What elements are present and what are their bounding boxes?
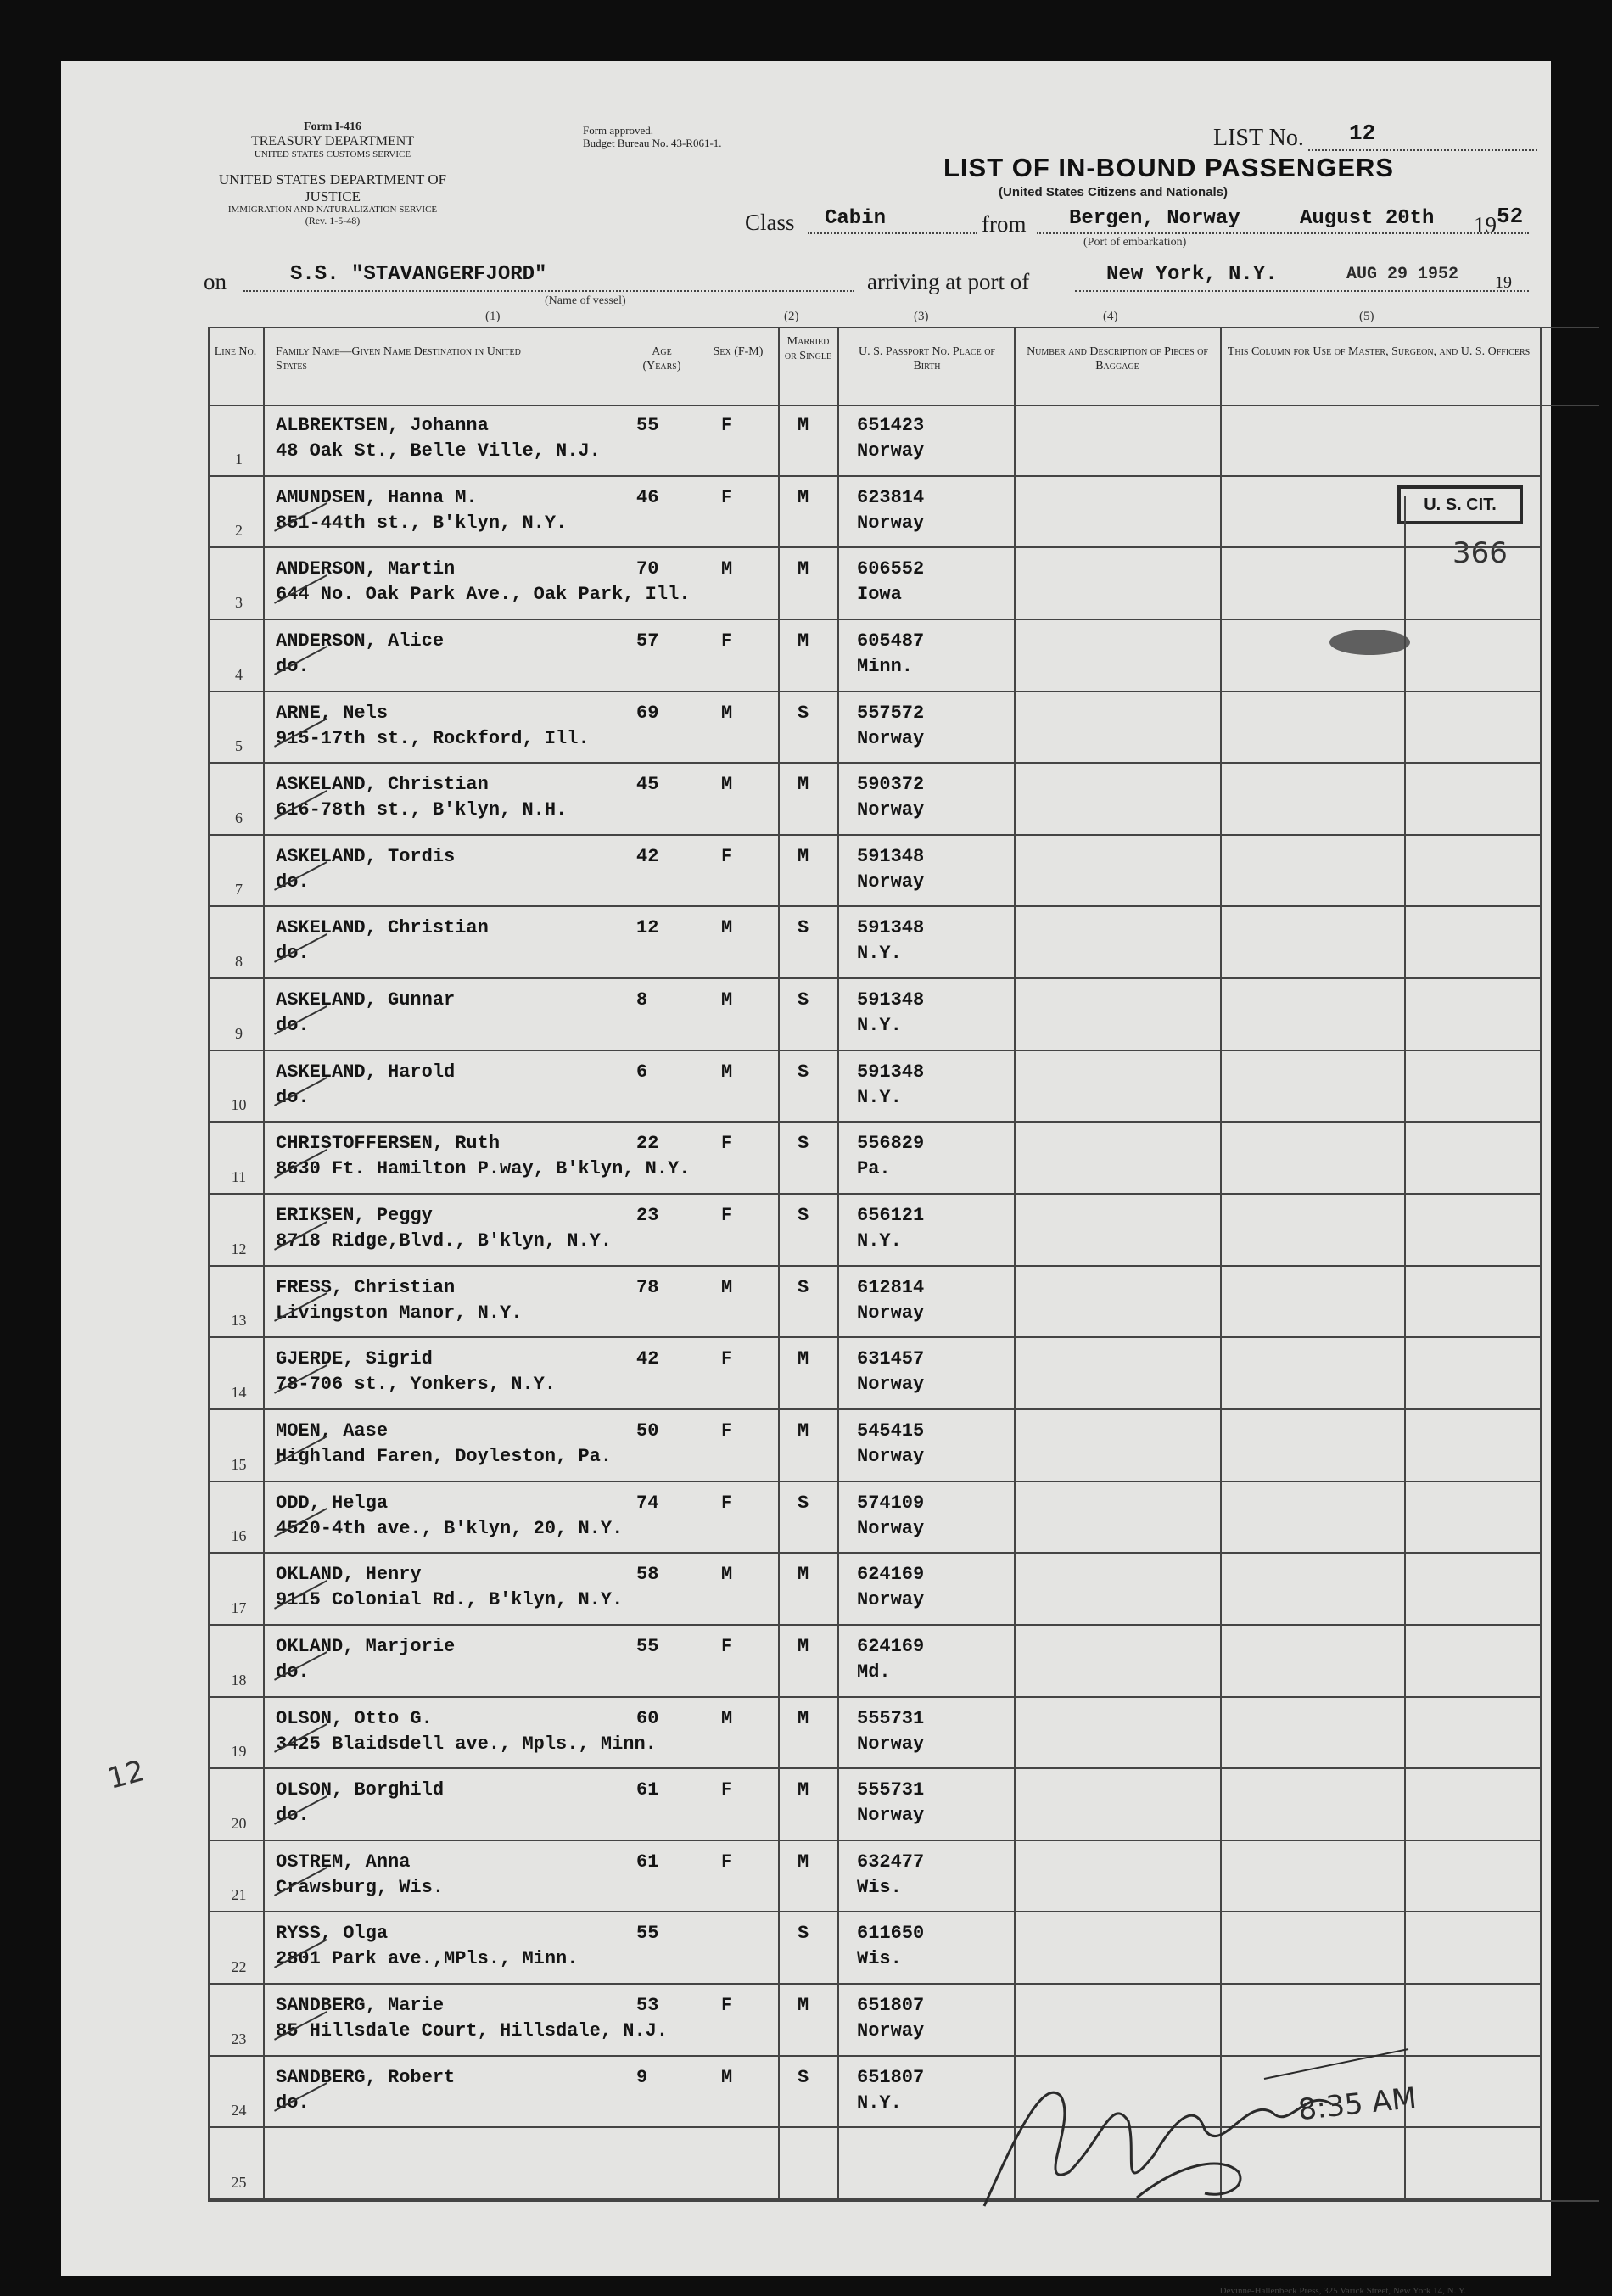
col-header-age: Age (Years) <box>642 345 681 372</box>
passenger-sex: F <box>721 1492 733 1514</box>
table-row <box>208 1195 1540 1267</box>
treasury-label: TREASURY DEPARTMENT <box>250 134 415 149</box>
passenger-destination: Livingston Manor, N.Y. <box>276 1302 523 1324</box>
passport-number: 656121 <box>857 1205 925 1227</box>
line-number: 4 <box>235 665 243 683</box>
passenger-destination: 48 Oak St., Belle Ville, N.J. <box>276 440 601 462</box>
marital-status: M <box>798 1779 809 1801</box>
passenger-age: 55 <box>636 1923 659 1945</box>
on-label: on <box>204 269 227 294</box>
place-of-birth: N.Y. <box>857 1230 902 1252</box>
passenger-sex: M <box>721 702 733 724</box>
marital-status: S <box>798 1276 809 1298</box>
place-of-birth: N.Y. <box>857 1086 902 1108</box>
passenger-destination: do. <box>276 1805 310 1827</box>
col-header-sex: Sex (F-M) <box>713 345 764 358</box>
passenger-sex: M <box>721 1061 733 1083</box>
passenger-name: FRESS, Christian <box>276 1276 456 1298</box>
passenger-name: GJERDE, Sigrid <box>276 1348 433 1370</box>
approved-label: Form approved. <box>583 124 654 137</box>
passport-number: 605487 <box>857 630 925 652</box>
line-number: 22 <box>231 1958 247 1976</box>
passenger-name: CHRISTOFFERSEN, Ruth <box>276 1133 501 1155</box>
passenger-name: ODD, Helga <box>276 1492 389 1514</box>
marital-status: M <box>798 1995 809 2017</box>
line-number: 15 <box>231 1455 247 1473</box>
passport-number: 555731 <box>857 1779 925 1801</box>
printer-credit: Devinne-Hallenbeck Press, 325 Varick Street, New York 14, N. Y. <box>1219 2286 1466 2296</box>
table-row <box>208 1338 1540 1410</box>
passenger-name: ANDERSON, Martin <box>276 558 456 580</box>
line-number: 8 <box>235 953 243 971</box>
approval-block <box>583 125 722 150</box>
table-row <box>208 1769 1540 1841</box>
passenger-age: 55 <box>636 415 659 436</box>
table-row <box>208 764 1540 836</box>
revision-label: (Rev. 1-5-48) <box>305 214 361 227</box>
passenger-sex: M <box>721 1564 733 1586</box>
table-row <box>208 1410 1540 1482</box>
marital-status: M <box>798 774 809 796</box>
list-no-value: 12 <box>1349 120 1376 146</box>
passenger-sex: M <box>721 558 733 580</box>
table-row <box>208 1482 1540 1554</box>
passenger-age: 22 <box>636 1133 659 1155</box>
place-of-birth: Norway <box>857 1733 925 1755</box>
passenger-name: ASKELAND, Gunnar <box>276 989 456 1011</box>
marital-status: M <box>798 845 809 867</box>
col-header-name: Family Name—Given Name Destination in United States <box>276 345 521 372</box>
passport-number: 606552 <box>857 558 925 580</box>
passenger-destination: 644 No. Oak Park Ave., Oak Park, Ill. <box>276 584 691 606</box>
line-number: 20 <box>231 1814 247 1832</box>
column-number: (1) <box>485 310 501 323</box>
table-row <box>208 405 1540 477</box>
passenger-age: 9 <box>636 2066 648 2088</box>
marital-status: S <box>798 2066 809 2088</box>
line-number: 6 <box>235 809 243 826</box>
place-of-birth: Md. <box>857 1660 891 1683</box>
place-of-birth: Norway <box>857 1445 925 1467</box>
place-of-birth: N.Y. <box>857 1015 902 1037</box>
passenger-name: ASKELAND, Christian <box>276 917 489 939</box>
marital-status: M <box>798 486 809 508</box>
passenger-age: 45 <box>636 774 659 796</box>
line-number: 16 <box>231 1527 247 1545</box>
marital-status: M <box>798 1707 809 1729</box>
line-number: 9 <box>235 1024 243 1042</box>
passenger-destination: 4520-4th ave., B'klyn, 20, N.Y. <box>276 1517 624 1539</box>
line-number: 21 <box>231 1886 247 1904</box>
passenger-name: RYSS, Olga <box>276 1923 389 1945</box>
passenger-destination: 78-706 st., Yonkers, N.Y. <box>276 1374 557 1396</box>
passport-number: 591348 <box>857 1061 925 1083</box>
passenger-name: ARNE, Nels <box>276 702 389 724</box>
line-number: 13 <box>231 1312 247 1330</box>
passenger-age: 12 <box>636 917 659 939</box>
marital-status: S <box>798 989 809 1011</box>
passenger-destination: 9115 Colonial Rd., B'klyn, N.Y. <box>276 1589 624 1611</box>
marital-status: S <box>798 917 809 939</box>
list-no-line <box>1308 149 1537 151</box>
passport-number: 623814 <box>857 486 925 508</box>
marital-status: M <box>798 1348 809 1370</box>
passenger-age: 61 <box>636 1851 659 1873</box>
passenger-destination: do. <box>276 2092 310 2114</box>
marital-status: S <box>798 1923 809 1945</box>
passenger-destination: 616-78th st., B'klyn, N.H. <box>276 799 568 821</box>
passport-number: 624169 <box>857 1564 925 1586</box>
passenger-name: ALBREKTSEN, Johanna <box>276 415 489 436</box>
passenger-age: 60 <box>636 1707 659 1729</box>
list-title: LIST OF IN-BOUND PASSENGERS <box>943 153 1395 182</box>
list-no-label: LIST No. <box>1213 125 1304 151</box>
marital-status: S <box>798 1205 809 1227</box>
officer-signature <box>967 2028 1510 2232</box>
marital-status: S <box>798 1061 809 1083</box>
table-row <box>208 477 1540 549</box>
passenger-destination: do. <box>276 1660 310 1683</box>
place-of-birth: Norway <box>857 1302 925 1324</box>
marital-status: M <box>798 1851 809 1873</box>
passenger-sex: M <box>721 1707 733 1729</box>
passenger-age: 57 <box>636 630 659 652</box>
place-of-birth: Minn. <box>857 655 914 677</box>
passenger-destination: 8630 Ft. Hamilton P.way, B'klyn, N.Y. <box>276 1158 691 1180</box>
vessel-caption: (Name of vessel) <box>545 294 626 307</box>
marital-status: S <box>798 1492 809 1514</box>
port-value: New York, N.Y. <box>1106 263 1278 286</box>
place-of-birth: Norway <box>857 1517 925 1539</box>
passenger-sex: F <box>721 1995 733 2017</box>
line-number: 11 <box>231 1168 247 1186</box>
marital-status: M <box>798 1420 809 1442</box>
passenger-sex: F <box>721 845 733 867</box>
arriving-label: arriving at port of <box>867 269 1030 294</box>
line-number: 17 <box>231 1599 247 1616</box>
passenger-sex: F <box>721 1851 733 1873</box>
passport-number: 545415 <box>857 1420 925 1442</box>
place-of-birth: N.Y. <box>857 2092 902 2114</box>
passport-number: 557572 <box>857 702 925 724</box>
marital-status: M <box>798 558 809 580</box>
passenger-name: ASKELAND, Tordis <box>276 845 456 867</box>
arrival-date-stamp: AUG 29 1952 <box>1346 265 1459 284</box>
passenger-name: ASKELAND, Christian <box>276 774 489 796</box>
year-prefix: 19 <box>1474 212 1497 238</box>
table-row <box>208 1698 1540 1770</box>
passport-number: 651807 <box>857 2066 925 2088</box>
marital-status: M <box>798 630 809 652</box>
place-of-birth: Norway <box>857 440 925 462</box>
line-number: 2 <box>235 522 243 540</box>
passenger-name: SANDBERG, Marie <box>276 1995 445 2017</box>
passenger-destination: 915-17th st., Rockford, Ill. <box>276 727 590 749</box>
place-of-birth: Norway <box>857 512 925 534</box>
passenger-age: 61 <box>636 1779 659 1801</box>
marital-status: S <box>798 1133 809 1155</box>
place-of-birth: N.Y. <box>857 943 902 965</box>
passenger-age: 50 <box>636 1420 659 1442</box>
passenger-age: 55 <box>636 1635 659 1657</box>
table-right-border <box>1540 327 1542 2202</box>
passenger-age: 23 <box>636 1205 659 1227</box>
passenger-age: 70 <box>636 558 659 580</box>
line-number: 24 <box>231 2102 247 2120</box>
passenger-age: 69 <box>636 702 659 724</box>
place-of-birth: Pa. <box>857 1158 891 1180</box>
marital-status: M <box>798 415 809 436</box>
place-of-birth: Norway <box>857 871 925 893</box>
passenger-destination: 85 Hillsdale Court, Hillsdale, N.J. <box>276 2020 669 2042</box>
table-row <box>208 548 1540 620</box>
passenger-age: 42 <box>636 845 659 867</box>
justice-header <box>197 171 468 227</box>
place-of-birth: Norway <box>857 1589 925 1611</box>
table-row <box>208 1626 1540 1698</box>
line-number: 19 <box>231 1743 247 1761</box>
passport-number: 591348 <box>857 845 925 867</box>
arrival-year-prefix: 19 <box>1495 273 1512 292</box>
passenger-name: MOEN, Aase <box>276 1420 389 1442</box>
passenger-sex: F <box>721 1779 733 1801</box>
class-label: Class <box>745 210 795 235</box>
passenger-age: 8 <box>636 989 648 1011</box>
customs-label: UNITED STATES CUSTOMS SERVICE <box>254 149 411 160</box>
class-value: Cabin <box>825 207 887 230</box>
passenger-age: 46 <box>636 486 659 508</box>
passport-number: 591348 <box>857 917 925 939</box>
col-header-line-no: Line No. <box>214 345 257 358</box>
passenger-sex: M <box>721 989 733 1011</box>
passport-number: 651807 <box>857 1995 925 2017</box>
table-row <box>208 1912 1540 1985</box>
year-suffix: 52 <box>1497 204 1524 229</box>
passenger-destination: Crawsburg, Wis. <box>276 1876 445 1898</box>
vessel-value: S.S. "STAVANGERFJORD" <box>290 263 547 286</box>
passenger-name: AMUNDSEN, Hanna M. <box>276 486 478 508</box>
passenger-destination: do. <box>276 871 310 893</box>
place-of-birth: Norway <box>857 2020 925 2042</box>
passenger-destination: 3425 Blaidsdell ave., Mpls., Minn. <box>276 1733 657 1755</box>
column-number: (4) <box>1103 310 1118 323</box>
table-top-border <box>208 327 1599 328</box>
rows-container <box>208 405 1540 2200</box>
port-line <box>1075 290 1529 292</box>
passenger-name: ASKELAND, Harold <box>276 1061 456 1083</box>
passport-number: 624169 <box>857 1635 925 1657</box>
passport-number: 611650 <box>857 1923 925 1945</box>
column-number: (3) <box>914 310 929 323</box>
line-number: 25 <box>231 2173 247 2191</box>
passenger-name: ERIKSEN, Peggy <box>276 1205 433 1227</box>
table-row <box>208 836 1540 908</box>
passport-number: 632477 <box>857 1851 925 1873</box>
table-row <box>208 620 1540 692</box>
list-subtitle: (United States Citizens and Nationals) <box>999 185 1229 199</box>
table-row <box>208 692 1540 764</box>
passenger-sex: F <box>721 486 733 508</box>
table-row <box>208 1841 1540 1913</box>
passenger-sex: M <box>721 1276 733 1298</box>
from-line <box>1037 232 1529 234</box>
signature-time: 8:35 AM <box>1296 2080 1419 2128</box>
table-row <box>208 1123 1540 1195</box>
passenger-name: OKLAND, Henry <box>276 1564 422 1586</box>
passenger-name: OLSON, Borghild <box>276 1779 445 1801</box>
table-row <box>208 1051 1540 1123</box>
passenger-sex: M <box>721 774 733 796</box>
margin-mark: 12 <box>104 1754 148 1796</box>
table-row <box>208 1554 1540 1626</box>
col-header-officers: This Column for Use of Master, Surgeon, and U. S. Officers <box>1227 345 1531 358</box>
place-of-birth: Norway <box>857 1374 925 1396</box>
budget-label: Budget Bureau No. 43-R061-1. <box>583 136 722 149</box>
line-number: 7 <box>235 881 243 899</box>
line-number: 18 <box>231 1671 247 1688</box>
line-number: 12 <box>231 1240 247 1257</box>
col-header-passport: U. S. Passport No. Place of Birth <box>859 345 995 372</box>
column-number: (2) <box>784 310 799 323</box>
passenger-sex: M <box>721 917 733 939</box>
passenger-destination: Highland Faren, Doyleston, Pa. <box>276 1445 613 1467</box>
passenger-sex: F <box>721 1420 733 1442</box>
passenger-age: 78 <box>636 1276 659 1298</box>
passport-number: 555731 <box>857 1707 925 1729</box>
col-header-baggage: Number and Description of Pieces of Baggage <box>1027 345 1208 372</box>
passenger-destination: do. <box>276 655 310 677</box>
passport-number: 590372 <box>857 774 925 796</box>
form-header-left <box>188 120 477 160</box>
passport-number: 556829 <box>857 1133 925 1155</box>
passport-number: 631457 <box>857 1348 925 1370</box>
passenger-age: 6 <box>636 1061 648 1083</box>
passenger-age: 58 <box>636 1564 659 1586</box>
passenger-sex: F <box>721 1205 733 1227</box>
marital-status: M <box>798 1635 809 1657</box>
us-citizen-stamp: U. S. CIT. <box>1397 485 1523 524</box>
place-of-birth: Norway <box>857 1805 925 1827</box>
passenger-sex: F <box>721 630 733 652</box>
place-of-birth: Norway <box>857 799 925 821</box>
line-number: 3 <box>235 593 243 611</box>
passenger-sex: M <box>721 2066 733 2088</box>
line-number: 23 <box>231 2030 247 2047</box>
passenger-name: OKLAND, Marjorie <box>276 1635 456 1657</box>
table-row <box>208 1267 1540 1339</box>
line-number: 14 <box>231 1383 247 1401</box>
class-line <box>808 232 977 234</box>
place-of-birth: Wis. <box>857 1876 902 1898</box>
passenger-destination: 2801 Park ave.,MPls., Minn. <box>276 1948 579 1970</box>
passport-number: 574109 <box>857 1492 925 1514</box>
vessel-line <box>243 290 854 292</box>
passenger-name: ANDERSON, Alice <box>276 630 445 652</box>
passenger-sex: F <box>721 1635 733 1657</box>
passport-number: 591348 <box>857 989 925 1011</box>
embarkation-caption: (Port of embarkation) <box>1083 236 1187 249</box>
date-value: August 20th <box>1300 207 1435 230</box>
from-label: from <box>982 211 1027 237</box>
line-number: 10 <box>231 1096 247 1114</box>
handwritten-number: 366 <box>1452 536 1508 570</box>
place-of-birth: Norway <box>857 727 925 749</box>
passenger-age: 42 <box>636 1348 659 1370</box>
place-of-birth: Wis. <box>857 1948 902 1970</box>
passenger-table <box>208 327 1599 2202</box>
passenger-age: 74 <box>636 1492 659 1514</box>
passenger-destination: do. <box>276 1086 310 1108</box>
passenger-destination: 8718 Ridge,Blvd., B'klyn, N.Y. <box>276 1230 613 1252</box>
passenger-destination: 851-44th st., B'klyn, N.Y. <box>276 512 568 534</box>
passenger-sex: F <box>721 1348 733 1370</box>
place-of-birth: Iowa <box>857 584 902 606</box>
ins-label: IMMIGRATION AND NATURALIZATION SERVICE <box>227 204 438 216</box>
marital-status: M <box>798 1564 809 1586</box>
passenger-sex: F <box>721 415 733 436</box>
table-row <box>208 907 1540 979</box>
justice-label: UNITED STATES DEPARTMENT OF JUSTICE <box>218 171 447 204</box>
line-number: 1 <box>235 450 243 468</box>
table-row <box>208 979 1540 1051</box>
form-number: Form I-416 <box>303 120 362 133</box>
marital-status: S <box>798 702 809 724</box>
passenger-sex: F <box>721 1133 733 1155</box>
from-value: Bergen, Norway <box>1069 207 1240 230</box>
column-number: (5) <box>1359 310 1374 323</box>
passenger-destination: do. <box>276 1015 310 1037</box>
passenger-name: OSTREM, Anna <box>276 1851 411 1873</box>
passenger-destination: do. <box>276 943 310 965</box>
line-number: 5 <box>235 737 243 755</box>
passport-number: 612814 <box>857 1276 925 1298</box>
passport-number: 651423 <box>857 415 925 436</box>
passenger-name: OLSON, Otto G. <box>276 1707 433 1729</box>
col-header-married: Married or Single <box>784 335 832 362</box>
passenger-age: 53 <box>636 1995 659 2017</box>
passenger-name: SANDBERG, Robert <box>276 2066 456 2088</box>
